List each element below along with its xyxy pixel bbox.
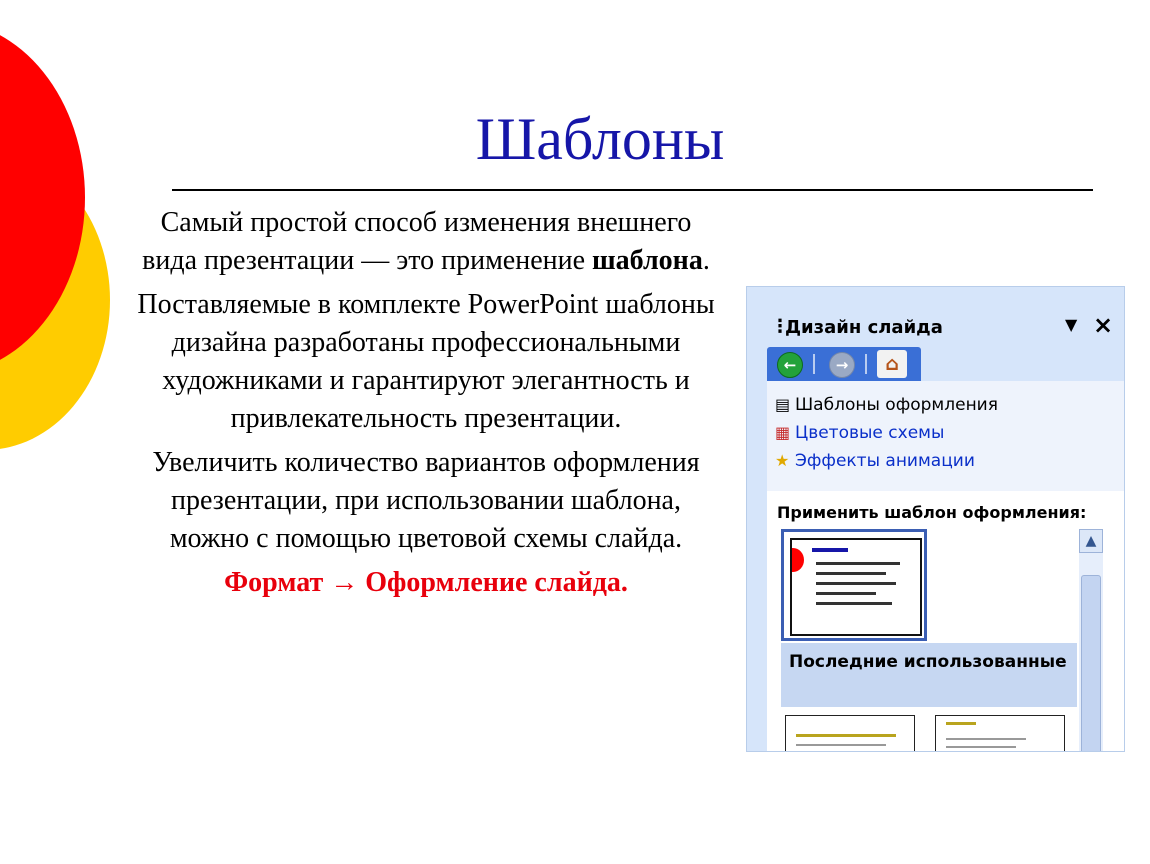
grip-icon[interactable]: ⋮: [771, 316, 789, 337]
home-icon[interactable]: ⌂: [877, 350, 907, 378]
template-thumbnail-recent[interactable]: [785, 715, 915, 752]
dropdown-arrow-icon[interactable]: ▼: [1065, 315, 1078, 334]
nav-separator: [813, 354, 815, 374]
link-animation-effects[interactable]: ★ Эффекты анимации: [775, 451, 975, 471]
task-pane-title: Дизайн слайда: [785, 317, 943, 338]
recently-used-header: Последние использованные: [781, 643, 1077, 707]
link-design-templates[interactable]: ▤ Шаблоны оформления: [775, 395, 998, 415]
slide-title: Шаблоны: [475, 106, 725, 172]
nav-separator: [865, 354, 867, 374]
apply-template-label: Применить шаблон оформления:: [777, 503, 1087, 522]
color-schemes-icon: ▦: [775, 423, 791, 442]
task-pane-links: [767, 381, 1124, 491]
bold-term: шаблона: [592, 245, 703, 276]
paragraph-2: Поставляемые в комплекте PowerPoint шаблоны дизайна разработаны профессиональными художниками и гарантируют элегантность и привлекательность презентации.: [137, 289, 715, 434]
forward-arrow-icon[interactable]: →: [829, 352, 855, 378]
back-arrow-icon[interactable]: ←: [777, 352, 803, 378]
close-icon[interactable]: ×: [1093, 311, 1114, 339]
task-pane-nav-bar: [767, 347, 921, 381]
template-thumbnail-selected[interactable]: [781, 529, 927, 641]
scroll-thumb[interactable]: [1081, 575, 1101, 752]
gallery-scrollbar[interactable]: [1079, 529, 1103, 752]
slide-design-task-pane: [746, 286, 1125, 752]
slide-body: [135, 204, 717, 608]
template-gallery: [781, 529, 1101, 752]
menu-command-path: Формат → Оформление слайда.: [224, 567, 628, 598]
title-divider: [172, 189, 1093, 191]
task-pane-header: [747, 311, 1124, 347]
templates-icon: ▤: [775, 395, 791, 414]
apply-template-section: [767, 491, 1124, 752]
template-preview: [790, 538, 922, 636]
paragraph-1: Самый простой способ изменения внешнего вида презентации — это применение шаблона.: [142, 207, 710, 276]
link-color-schemes[interactable]: ▦ Цветовые схемы: [775, 423, 945, 443]
animation-effects-icon: ★: [775, 451, 790, 470]
paragraph-3: Увеличить количество вариантов оформления презентации, при использовании шаблона, можно с помощью цветовой схемы слайда.: [152, 447, 700, 554]
template-thumbnail-recent[interactable]: [935, 715, 1065, 752]
scroll-up-icon[interactable]: ▲: [1079, 529, 1103, 553]
